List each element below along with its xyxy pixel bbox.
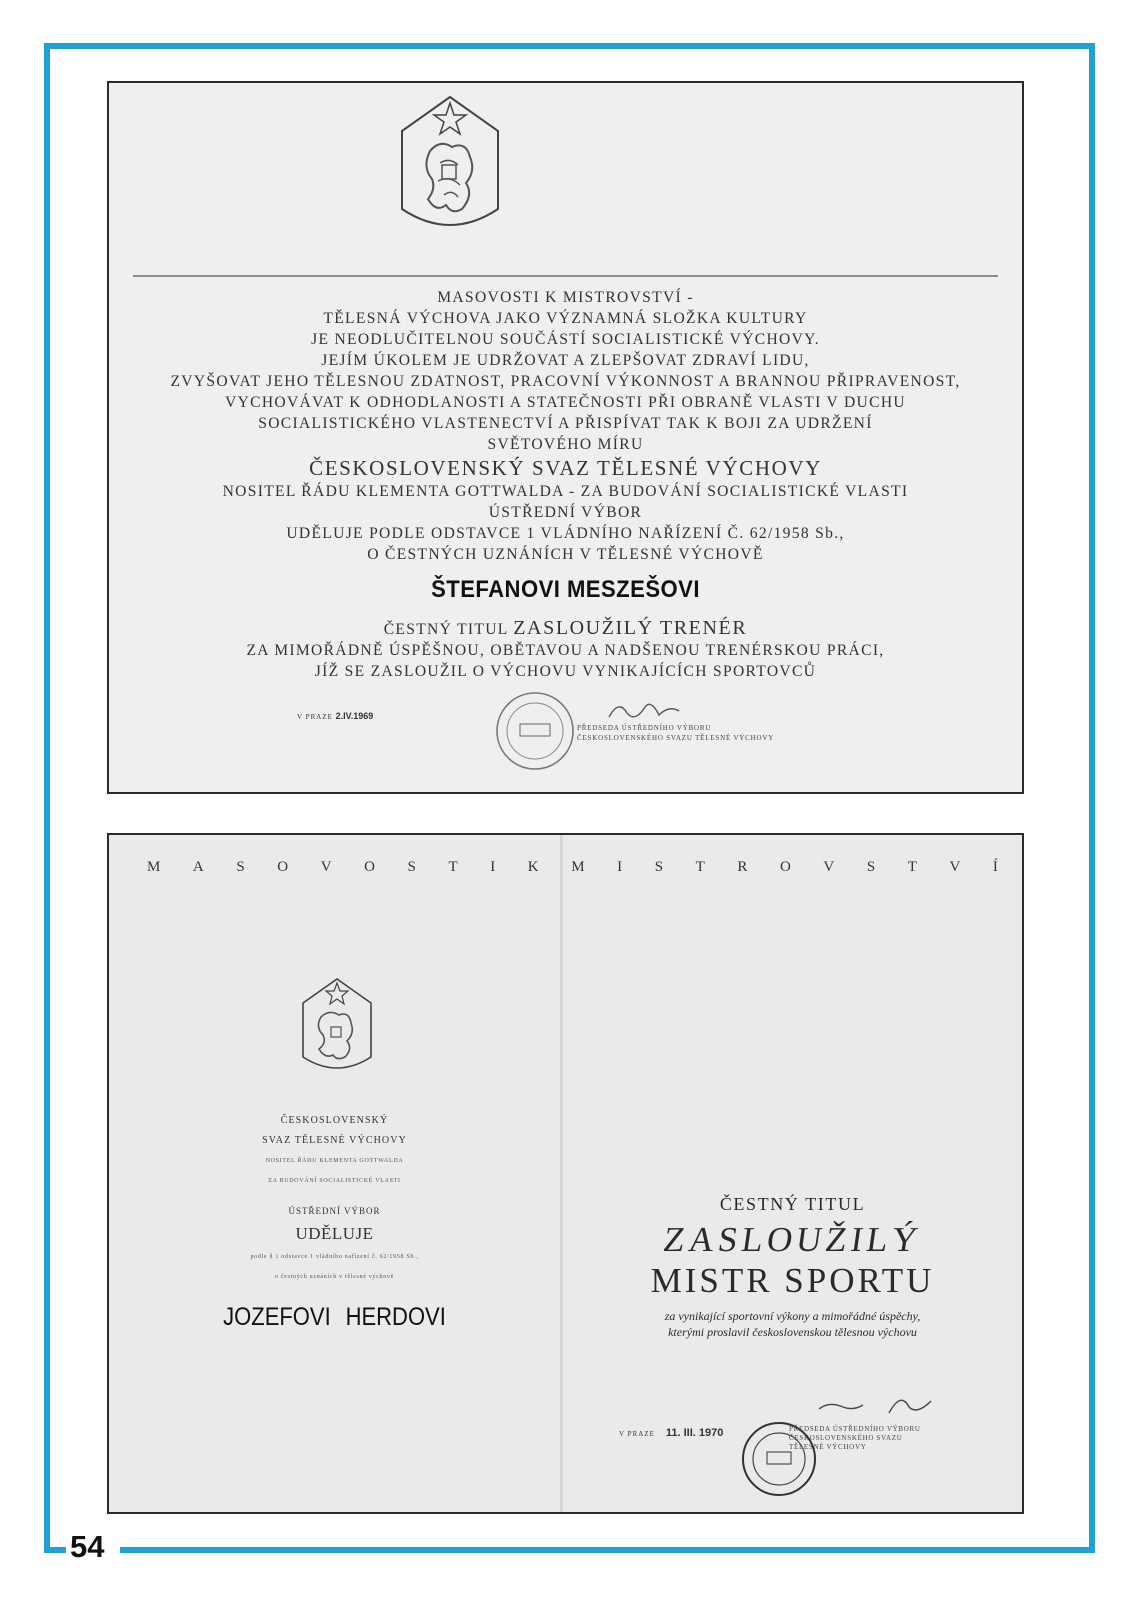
header-letter: M (147, 859, 161, 875)
page-frame-left (44, 43, 50, 1553)
honorary-title-line: ZASLOUŽILÝ (660, 1220, 925, 1259)
place-date (619, 1427, 723, 1439)
certificate-coach-meszes (107, 81, 1024, 794)
title-line (109, 618, 1022, 640)
preamble-line: JE NEODLUČITELNOU SOUČÁSTÍ SOCIALISTICKÉ VÝCHOVY. (311, 331, 820, 348)
preamble-line: SOCIALISTICKÉHO VLASTENECTVÍ A PŘISPÍVAT TAK K BOJI ZA UDRŽENÍ (258, 415, 873, 432)
header-letter: T (448, 859, 458, 875)
page-frame-bottom (120, 1547, 1095, 1553)
reason-line: JÍŽ SE ZASLOUŽIL O VÝCHOVU VYNIKAJÍCÍCH SPORTOVCŮ (314, 663, 817, 680)
place: V PRAZE (297, 713, 333, 721)
header-letter: V (320, 859, 332, 875)
preamble-line: ZVYŠOVAT JEHO TĚLESNOU ZDATNOST, PRACOVNÍ VÝKONNOST A BRANNOU PŘIPRAVENOST, (170, 373, 961, 390)
legal-line: podle § 1 odstavce 1 vládního nařízení č. 62/1958 Sb., (250, 1254, 419, 1260)
header-letter: I (617, 859, 623, 875)
header-letter: R (737, 859, 748, 875)
left-page (109, 1111, 560, 1332)
signature-icon (579, 695, 719, 725)
certificate-master-of-sport-herda (107, 833, 1024, 1514)
fold-line (560, 835, 563, 1512)
committee-line: ÚSTŘEDNÍ VÝBOR (488, 504, 643, 521)
header-letter: M (571, 859, 585, 875)
signatory (577, 723, 774, 743)
legal-line: o čestných uznáních v tělesné výchově (274, 1274, 395, 1280)
reason-line: za vynikající sportovní výkony a mimořádné úspěchy, (664, 1309, 921, 1323)
organization-name: ČESKOSLOVENSKÝ SVAZ TĚLESNÉ VÝCHOVY (309, 456, 822, 480)
preamble-line: TĚLESNÁ VÝCHOVA JAKO VÝZNAMNÁ SLOŽKA KULTURY (323, 310, 808, 327)
recipient-name: JOZEFOVI HERDOVI (223, 1303, 446, 1331)
page-frame-top (44, 43, 1095, 49)
header-letter: T (907, 859, 917, 875)
spread-header (147, 859, 998, 876)
divider-rule (133, 275, 998, 277)
org-line: SVAZ TĚLESNÉ VÝCHOVY (262, 1135, 407, 1146)
reason-line: ZA MIMOŘÁDNĚ ÚSPĚŠNOU, OBĚTAVOU A NADŠENOU TRENÉRSKOU PRÁCI, (246, 642, 885, 659)
header-letter: S (654, 859, 664, 875)
header-letter: V (823, 859, 835, 875)
header-letter: S (407, 859, 416, 875)
title-prefix: ČESTNÝ TITUL (383, 621, 509, 638)
header-letter: S (236, 859, 245, 875)
certificate-text (109, 287, 1022, 682)
recipient-name: ŠTEFANOVI MESZEŠOVI (431, 576, 700, 603)
page-number: 54 (70, 1526, 114, 1568)
place: V PRAZE (619, 1430, 655, 1438)
header-letter: O (779, 859, 791, 875)
signature-icon (809, 1383, 949, 1423)
order-line: NOSITEL ŘÁDU KLEMENTA GOTTWALDA (265, 1158, 404, 1164)
header-letter: S (866, 859, 876, 875)
grants-line: UDĚLUJE (295, 1224, 374, 1243)
state-emblem-icon (396, 91, 504, 236)
grant-line: O ČESTNÝCH UZNÁNÍCH V TĚLESNÉ VÝCHOVĚ (367, 546, 764, 563)
preamble-line: JEJÍM ÚKOLEM JE UDRŽOVAT A ZLEPŠOVAT ZDRAVÍ LIDU, (321, 352, 810, 369)
header-letter: O (277, 859, 289, 875)
header-letter: V (949, 859, 961, 875)
signatory-line: TĚLESNÉ VÝCHOVY (789, 1443, 867, 1451)
signatory (789, 1425, 921, 1452)
grant-line: UDĚLUJE PODLE ODSTAVCE 1 VLÁDNÍHO NAŘÍZENÍ Č. 62/1958 Sb., (286, 525, 845, 542)
header-letter: I (490, 859, 496, 875)
page-frame-right (1089, 43, 1095, 1553)
header-letter: O (364, 859, 375, 875)
page-frame-bottom-stub (44, 1547, 66, 1553)
header-letter: T (695, 859, 705, 875)
honorary-title-line: MISTR SPORTU (650, 1261, 935, 1300)
header-letter: K (527, 859, 539, 875)
reason-line: kterými proslavil československou tělesnou výchovu (668, 1325, 917, 1339)
title-prefix: ČESTNÝ TITUL (719, 1194, 866, 1214)
signatory-line: PŘEDSEDA ÚSTŘEDNÍHO VÝBORU (789, 1425, 921, 1433)
signatory-line: PŘEDSEDA ÚSTŘEDNÍHO VÝBORU (577, 724, 712, 732)
org-line: ČESKOSLOVENSKÝ (280, 1115, 389, 1126)
official-stamp-icon (494, 690, 576, 772)
order-line: ZA BUDOVÁNÍ SOCIALISTICKÉ VLASTI (268, 1178, 401, 1184)
state-emblem-icon (299, 975, 375, 1075)
preamble-line: VYCHOVÁVAT K ODHODLANOSTI A STATEČNOSTI PŘI OBRANĚ VLASTI V DUCHU (225, 394, 906, 411)
order-line: NOSITEL ŘÁDU KLEMENTA GOTTWALDA - ZA BUDOVÁNÍ SOCIALISTICKÉ VLASTI (222, 483, 909, 500)
preamble-line: SVĚTOVÉHO MÍRU (487, 436, 644, 453)
honorary-title: ZASLOUŽILÝ TRENÉR (513, 617, 748, 639)
committee-line: ÚSTŘEDNÍ VÝBOR (288, 1206, 381, 1216)
preamble-line: MASOVOSTI K MISTROVSTVÍ - (437, 289, 694, 306)
header-letter: A (192, 859, 204, 875)
signatory-line: ČESKOSLOVENSKÉHO SVAZU TĚLESNÉ VÝCHOVY (577, 734, 775, 742)
date: 11. III. 1970 (665, 1427, 724, 1439)
header-letter: Í (992, 859, 998, 875)
date: 2.IV.1969 (335, 711, 374, 721)
signatory-line: ČESKOSLOVENSKÉHO SVAZU (789, 1434, 903, 1442)
place-date (297, 711, 373, 721)
right-page (563, 1192, 1022, 1340)
